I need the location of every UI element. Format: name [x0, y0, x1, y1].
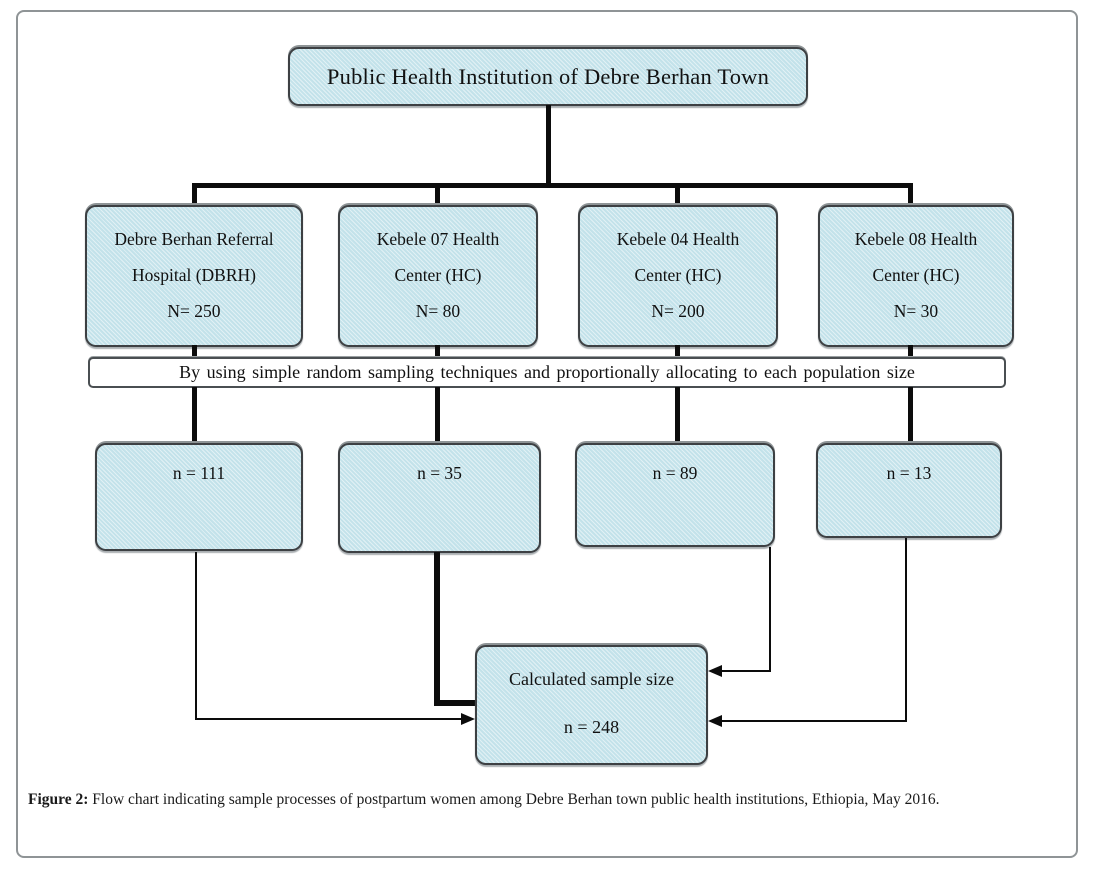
node-sample-kebele08 [816, 443, 1002, 538]
connector-sample2-horizontal-thick [434, 700, 475, 706]
connector-root-vertical [546, 105, 551, 186]
connector-distribution-horizontal [192, 183, 913, 188]
node-institution-kebele07 [338, 205, 538, 347]
figure-caption-text: Flow chart indicating sample processes of postpartum women among Debre Berhan town public health institutions, Ethiopia, May 2016. [88, 791, 940, 808]
institution-population: N= 200 [651, 300, 705, 321]
sampling-technique-label: By using simple random sampling techniques and proportionally allocating to each population size [179, 362, 915, 382]
institution-population: N= 30 [893, 300, 939, 321]
institution-population: N= 250 [167, 300, 221, 321]
node-sample-dbrh [95, 443, 303, 551]
connector-stub-sample-2 [435, 387, 440, 444]
node-institution-kebele08 [818, 205, 1014, 347]
sample-size-label: n = 111 [172, 463, 226, 483]
node-root-label: Public Health Institution of Debre Berhan Town [326, 63, 770, 89]
node-calculated-sample-size [475, 645, 708, 765]
arrowhead-right-icon [461, 713, 475, 725]
institution-population: N= 80 [415, 300, 461, 321]
sample-size-label: n = 89 [652, 463, 698, 483]
node-institution-dbrh [85, 205, 303, 347]
connector-stub-sample-3 [675, 387, 680, 444]
institution-name-line2: Center (HC) [872, 264, 960, 285]
institution-name-line1: Kebele 04 Health [616, 228, 740, 249]
connector-stub-institution-4 [908, 183, 913, 206]
connector-sample3-vertical [769, 547, 771, 672]
connector-stub-sample-1 [192, 387, 197, 444]
institution-name-line2: Hospital (DBRH) [132, 264, 256, 285]
arrowhead-left-icon [708, 715, 722, 727]
node-sample-kebele07 [338, 443, 541, 553]
sample-size-label: n = 13 [886, 463, 932, 483]
connector-sample1-vertical [195, 552, 197, 720]
connector-stub-institution-2 [435, 183, 440, 206]
connector-stub-sample-4 [908, 387, 913, 444]
institution-name-line2: Center (HC) [634, 264, 722, 285]
result-total: n = 248 [563, 717, 620, 737]
connector-sample4-horizontal [720, 720, 907, 722]
node-institution-kebele04 [578, 205, 778, 347]
figure-caption [28, 788, 1072, 812]
connector-sample3-horizontal [720, 670, 771, 672]
sampling-technique-bar [88, 357, 1006, 388]
sample-size-label: n = 35 [417, 463, 462, 483]
institution-name-line1: Debre Berhan Referral [114, 228, 274, 249]
connector-stub-institution-3 [675, 183, 680, 206]
institution-name-line2: Center (HC) [394, 264, 482, 285]
result-title: Calculated sample size [509, 669, 674, 689]
arrowhead-left-icon [708, 665, 722, 677]
institution-name-line1: Kebele 07 Health [376, 228, 500, 249]
node-sample-kebele04 [575, 443, 775, 547]
connector-sample2-vertical-thick [434, 552, 440, 706]
institution-name-line1: Kebele 08 Health [854, 228, 978, 249]
connector-sample1-horizontal [195, 718, 461, 720]
connector-stub-institution-1 [192, 183, 197, 206]
node-root-institution [288, 47, 808, 106]
connector-sample4-vertical [905, 538, 907, 722]
figure-caption-label: Figure 2: [28, 791, 89, 808]
